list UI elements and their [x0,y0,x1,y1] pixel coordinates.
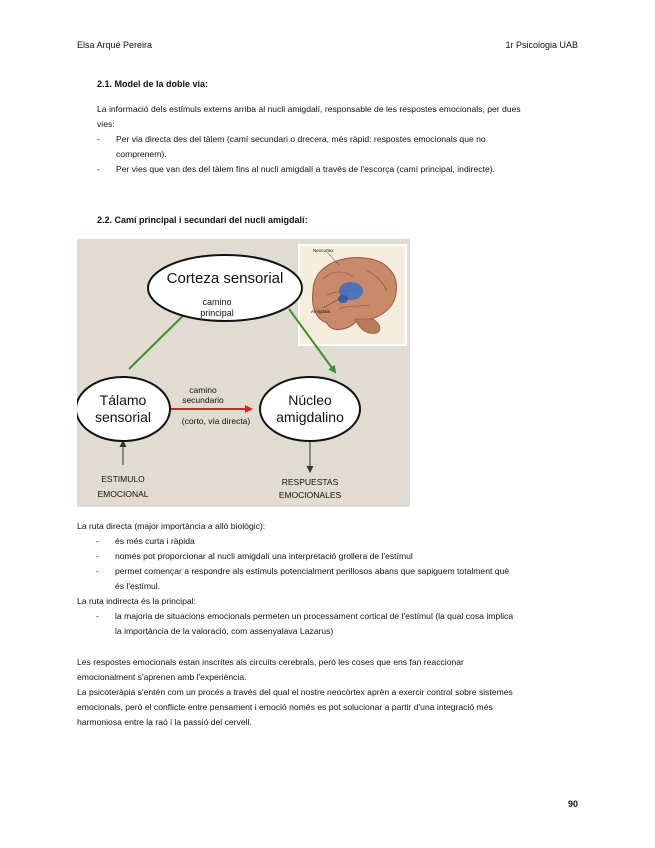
section-title-2-1: 2.1. Model de la doble via: [97,79,209,89]
list-item-line: només pot proporcionar al nucli amigdalí una interpretació grollera de l'estímul [115,551,413,561]
amygdala-label-1: Núcleo [288,392,332,408]
paragraph-2-line-1: La psicoteràpia s'entén com un procés a través del qual el nostre neocòrtex aprèn a exercir control sobre sistemes [77,687,513,697]
list-item-line: la importància de la valoració, com assenyalava Lazarus) [115,626,334,636]
list-item: - permet començar a respondre als estímuls potencialment perillosos abans que sapiguem totalment què és l'estímul. [96,564,587,594]
section-title-2-2: 2.2. Camí principal i secundari del nucli amigdalí: [97,215,308,225]
thalamus-label-2: sensorial [94,409,152,425]
list-item-line: permet començar a respondre als estímuls potencialment perillosos abans que sapiguem totalment què [115,566,510,576]
responses-label-2: EMOCIONALES [278,490,342,500]
list-item-line: Per via directa des del tàlem (camí secundari o drecera, més ràpid: respostes emocionals que no [116,134,486,144]
secondary-path-label-2: secundario [182,395,224,405]
intro-line-1: La informació dels estímuls externs arriba al nucli amigdalí, responsable de les respostes emocionals, per dues [97,104,521,114]
intro-line-2: vies: [97,119,115,129]
body-routes [77,519,587,639]
stimulus-label-2: EMOCIONAL [97,489,149,499]
list-item: - només pot proporcionar al nucli amigdalí una interpretació grollera de l'estímul [96,549,587,564]
list-item: - Per vies que van des del tàlem fins al nucli amigdalí a través de l'escorça (camí principal, indirecte). [97,162,587,177]
brain-inset [299,245,406,345]
secondary-path-label-3: (corto, vía directa) [181,416,251,426]
diagram-svg [77,239,410,507]
list-item: - és més curta i ràpida [96,534,587,549]
page-number: 90 [567,799,578,809]
list-item-line: comprenem). [116,149,167,159]
direct-route-bullets [96,534,587,594]
paragraph-2-line-2: emocionals, però el conflicte entre pensament i emoció només es pot solucionar a partir d'una integració més [77,702,493,712]
inset-label-neocortex: Neocortex [313,248,334,253]
responses-label-1: RESPUESTAS [281,477,339,487]
closing-paragraphs [77,655,587,730]
list-item-line: Per vies que van des del tàlem fins al nucli amigdalí a través de l'escorça (camí principal, indirecte). [116,164,495,174]
secondary-path-label-1: camino [189,385,217,395]
list-item-line: la majoria de situacions emocionals permeten un processament cortical de l'estímul (la qual cosa implica [115,611,514,621]
amygdala-label-2: amigdalino [276,409,344,425]
list-item-line: és l'estímul. [115,581,161,591]
paragraph-2-line-3: harmoniosa entre la raó i la passió del cervell. [77,717,252,727]
section-1-intro [97,102,587,177]
indirect-route-title: La ruta indirecta és la principal: [77,596,196,606]
inset-label-amygdala: Amígdala [311,309,331,314]
list-item-line: és més curta i ràpida [115,536,195,546]
cortex-label: Corteza sensorial [166,270,284,287]
thalamus-label-1: Tálamo [99,392,147,408]
list-item: - Per via directa des del tàlem (camí secundari o drecera, més ràpid: respostes emocionals que no comprenem). [97,132,587,162]
indirect-route-bullets [96,609,587,639]
list-item: - la majoria de situacions emocionals permeten un processament cortical de l'estímul (la qual cosa implica la importància de la valoració, com assenyalava Lazarus) [96,609,587,639]
principal-path-label-1: camino [202,297,232,307]
header-course: 1r Psicologia UAB [505,40,578,50]
direct-route-title: La ruta directa (major importància a allò biològic): [77,521,266,531]
paragraph-1-line-1: Les respostes emocionals estan inscrites als circuits cerebrals, però les coses que ens fan reaccionar [77,657,464,667]
header-author: Elsa Arqué Pereira [77,40,153,50]
stimulus-label-1: ESTIMULO [101,474,145,484]
dual-pathway-diagram [77,239,410,507]
section-1-bullets [97,132,587,177]
paragraph-1-line-2: emocionalment s'aprenen amb l'experiència. [77,672,247,682]
principal-path-label-2: principal [200,308,234,318]
